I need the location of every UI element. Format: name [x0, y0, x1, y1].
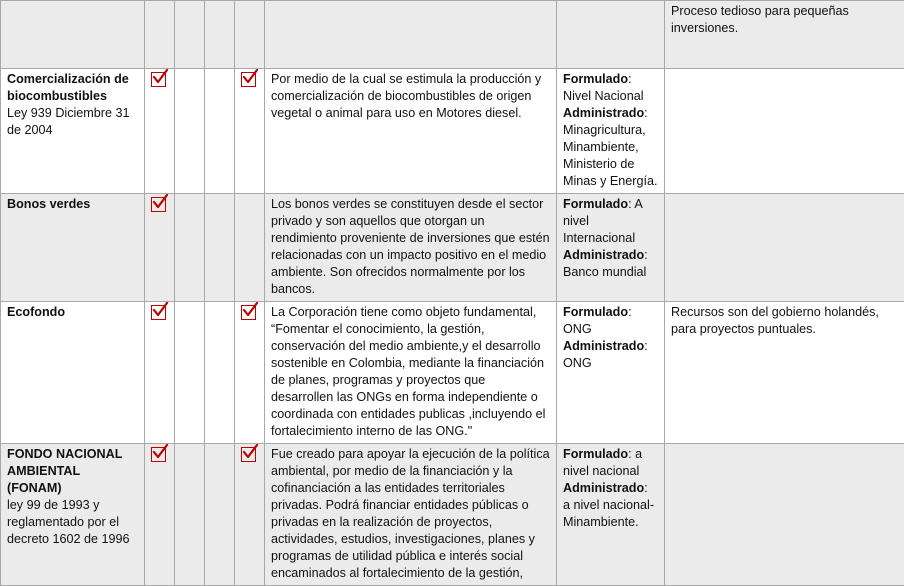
instrument-name-cell [1, 302, 145, 444]
check-cell-3 [205, 69, 235, 194]
check-cell-1 [145, 302, 175, 444]
check-cell-4 [235, 1, 265, 69]
description-cell: La Corporación tiene como objeto fundamental, “Fomentar el conocimiento, la gestión, conservación del medio ambiente,y el desarrollo sostenible en Colombia, mediante la financiación de planes, programas y proyectos que desarrollen las ONGs en forma independiente o coordinada con entidades publicas ,incluyendo el fortalecimiento interno de las ONG." [265, 302, 557, 444]
administrado-value: Minagricultura, Minambiente, Ministerio de Minas y Energía. [563, 123, 658, 188]
table-row [1, 444, 904, 586]
notes-cell [665, 69, 904, 194]
instrument-law: Ley 939 Diciembre 31 de 2004 [7, 105, 138, 139]
administrado-value: a nivel nacional-Minambiente. [563, 498, 654, 529]
notes-cell [665, 444, 904, 586]
instrument-name: Comercialización de biocombustibles [7, 71, 138, 105]
checkbox-checked-icon [241, 305, 256, 320]
checkbox-checked-icon [151, 72, 166, 87]
formulado-value: ONG [563, 322, 592, 336]
check-cell-1 [145, 1, 175, 69]
table-row [1, 69, 904, 194]
organization-cell: Formulado: ONG Administrado: ONG [557, 302, 665, 444]
check-cell-2 [175, 69, 205, 194]
instrument-name: Bonos verdes [7, 196, 138, 213]
checkbox-checked-icon [241, 72, 256, 87]
administrado-value: ONG [563, 356, 592, 370]
check-cell-4 [235, 194, 265, 302]
table-row [1, 194, 904, 302]
organization-cell [557, 1, 665, 69]
description-cell: Fue creado para apoyar la ejecución de la política ambiental, por medio de la financiación y la cofinanciación a las entidades territoriales privadas. Podrá financiar entidades públicas o privadas en la realización de proyectos, actividades, estudios, investigaciones, planes y programas de utilidad pública e interés social encaminados al fortalecimiento de la gestión, [265, 444, 557, 586]
table-body [1, 1, 904, 586]
check-cell-2 [175, 302, 205, 444]
table-row [1, 302, 904, 444]
organization-cell: Formulado: Nivel Nacional Administrado: Minagricultura, Minambiente, Ministerio de Minas y Energía. [557, 69, 665, 194]
formulado-label: Formulado [563, 197, 628, 211]
formulado-value: Nivel Nacional [563, 89, 644, 103]
check-cell-2 [175, 1, 205, 69]
organization-cell: Formulado: A nivel Internacional Administrado: Banco mundial [557, 194, 665, 302]
description-cell [265, 1, 557, 69]
administrado-label: Administrado [563, 248, 644, 262]
administrado-label: Administrado [563, 339, 644, 353]
checkbox-checked-icon [151, 305, 166, 320]
formulado-label: Formulado [563, 72, 628, 86]
formulado-value: a nivel nacional [563, 447, 642, 478]
description-cell: Los bonos verdes se constituyen desde el sector privado y son aquellos que otorgan un rendimiento proveniente de inversiones que estén relacionadas con un impacto positivo en el medio ambiente. Son ofrecidos normalmente por los bancos. [265, 194, 557, 302]
description-cell: Por medio de la cual se estimula la producción y comercialización de biocombustibles de origen vegetal o animal para uso en Motores diesel. [265, 69, 557, 194]
check-cell-3 [205, 302, 235, 444]
instrument-name-cell [1, 444, 145, 586]
checkbox-checked-icon [241, 447, 256, 462]
check-cell-4 [235, 69, 265, 194]
formulado-value: A nivel Internacional [563, 197, 642, 245]
checkbox-checked-icon [151, 197, 166, 212]
administrado-label: Administrado [563, 106, 644, 120]
check-cell-3 [205, 444, 235, 586]
instrument-law: ley 99 de 1993 y reglamentado por el decreto 1602 de 1996 [7, 497, 138, 548]
formulado-label: Formulado [563, 447, 628, 461]
table-row [1, 1, 904, 69]
check-cell-1 [145, 444, 175, 586]
administrado-value: Banco mundial [563, 265, 646, 279]
check-cell-4 [235, 302, 265, 444]
check-cell-3 [205, 1, 235, 69]
check-cell-4 [235, 444, 265, 586]
notes-cell: Recursos son del gobierno holandés, para proyectos puntuales. [665, 302, 904, 444]
notes-cell: Proceso tedioso para pequeñas inversiones. [665, 1, 904, 69]
check-cell-2 [175, 194, 205, 302]
administrado-label: Administrado [563, 481, 644, 495]
instrument-name-cell [1, 194, 145, 302]
check-cell-1 [145, 194, 175, 302]
organization-cell: Formulado: a nivel nacional Administrado: a nivel nacional-Minambiente. [557, 444, 665, 586]
instrument-name-cell [1, 1, 145, 69]
formulado-label: Formulado [563, 305, 628, 319]
check-cell-3 [205, 194, 235, 302]
instrument-name: FONDO NACIONAL AMBIENTAL (FONAM) [7, 446, 138, 497]
instrument-name-cell [1, 69, 145, 194]
instrument-name: Ecofondo [7, 304, 138, 321]
check-cell-2 [175, 444, 205, 586]
notes-cell [665, 194, 904, 302]
check-cell-1 [145, 69, 175, 194]
checkbox-checked-icon [151, 447, 166, 462]
